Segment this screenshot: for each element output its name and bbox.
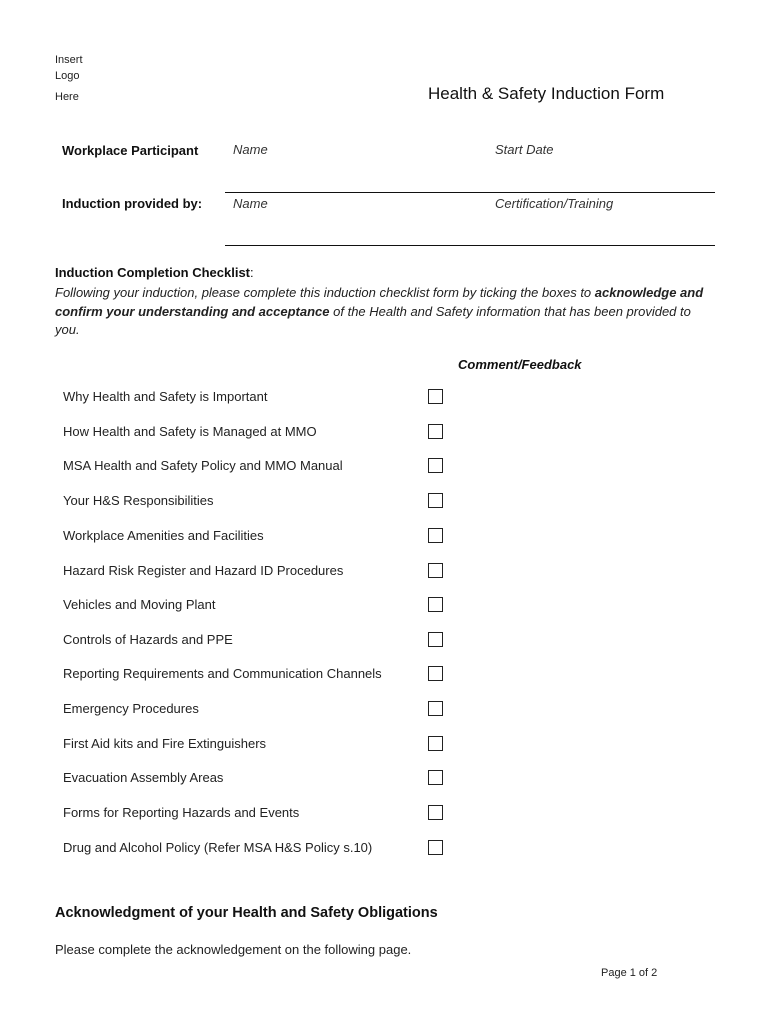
provider-name-field[interactable]: Name: [233, 196, 268, 211]
checklist-item-label: Evacuation Assembly Areas: [63, 770, 224, 785]
checklist-item-label: Controls of Hazards and PPE: [63, 632, 233, 647]
checklist-checkbox[interactable]: [428, 424, 443, 439]
checklist-item-label: Vehicles and Moving Plant: [63, 597, 216, 612]
logo-text-line1: Insert: [55, 54, 83, 66]
participant-underline: [225, 192, 715, 193]
checklist-checkbox[interactable]: [428, 528, 443, 543]
checklist-checkbox[interactable]: [428, 632, 443, 647]
logo-text-line2: Logo: [55, 70, 80, 82]
checklist-intro: [55, 284, 715, 340]
checklist-checkbox[interactable]: [428, 597, 443, 612]
document-title: Health & Safety Induction Form: [428, 84, 665, 103]
checklist-checkbox[interactable]: [428, 493, 443, 508]
checklist-checkbox[interactable]: [428, 770, 443, 785]
comment-feedback-header: Comment/Feedback: [458, 357, 582, 372]
certification-field[interactable]: Certification/Training: [495, 196, 614, 211]
induction-provider-label: Induction provided by:: [62, 196, 203, 211]
acknowledgment-title: Acknowledgment of your Health and Safety Obligations: [55, 905, 438, 921]
checklist-item-label: Drug and Alcohol Policy (Refer MSA H&S Policy s.10): [63, 840, 373, 855]
intro-start: Following your induction, please complete this induction checklist form by ticking the boxes to: [55, 285, 592, 300]
checklist-item-label: How Health and Safety is Managed at MMO: [63, 424, 317, 439]
checklist-item-label: Forms for Reporting Hazards and Events: [63, 805, 300, 820]
checklist-heading-colon: :: [250, 265, 254, 280]
checklist-checkbox[interactable]: [428, 840, 443, 855]
checklist-item-label: Your H&S Responsibilities: [63, 493, 214, 508]
checklist-checkbox[interactable]: [428, 805, 443, 820]
intro-end: of the Health and Safety information that has been provided to you.: [55, 303, 691, 337]
checklist-checkbox[interactable]: [428, 458, 443, 473]
checklist-heading: [55, 265, 254, 280]
logo-text-line3: Here: [55, 91, 79, 103]
checklist-item-label: Hazard Risk Register and Hazard ID Procedures: [63, 563, 344, 578]
checklist-item-label: Emergency Procedures: [63, 701, 199, 716]
checklist-checkbox[interactable]: [428, 666, 443, 681]
participant-name-field[interactable]: Name: [233, 142, 268, 157]
checklist-checkbox[interactable]: [428, 736, 443, 751]
page-number: Page 1 of 2: [601, 967, 658, 979]
checklist-item-label: Reporting Requirements and Communication Channels: [63, 666, 382, 681]
acknowledgment-text: Please complete the acknowledgement on the following page.: [55, 942, 412, 957]
checklist-item-label: MSA Health and Safety Policy and MMO Manual: [63, 458, 343, 473]
participant-label: Workplace Participant: [62, 143, 199, 158]
intro-bold: acknowledge and confirm your understanding and acceptance: [55, 285, 704, 319]
logo-placeholder: [55, 52, 83, 105]
start-date-field[interactable]: Start Date: [495, 142, 554, 157]
checklist-item-label: Why Health and Safety is Important: [63, 389, 268, 404]
checklist-checkbox[interactable]: [428, 701, 443, 716]
checklist-heading-text: Induction Completion Checklist: [55, 265, 251, 280]
checklist-checkbox[interactable]: [428, 389, 443, 404]
checklist-item-label: Workplace Amenities and Facilities: [63, 528, 264, 543]
induction-underline: [225, 245, 715, 246]
checklist-item-label: First Aid kits and Fire Extinguishers: [63, 736, 267, 751]
checklist-checkbox[interactable]: [428, 563, 443, 578]
